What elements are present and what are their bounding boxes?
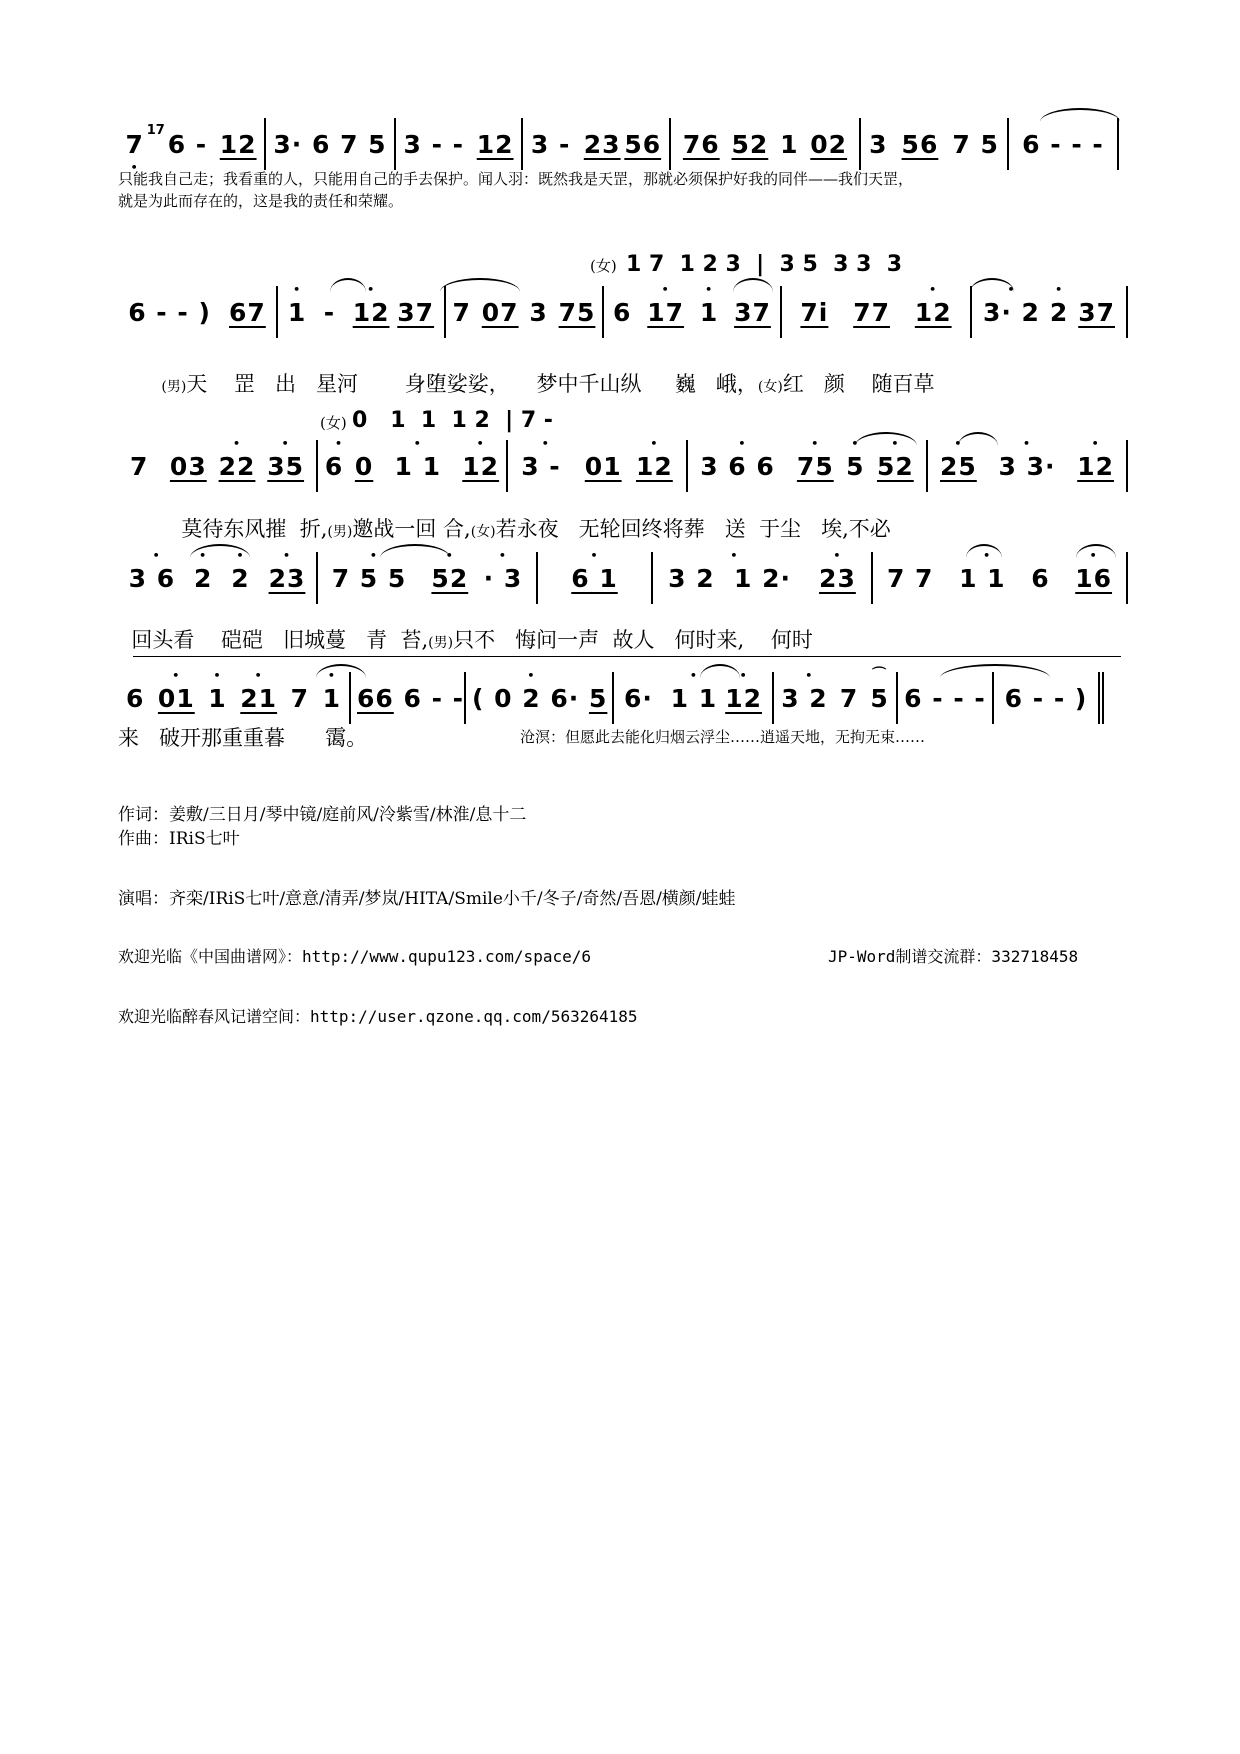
upper-voice-label: (女) xyxy=(590,257,617,275)
note: • 12 xyxy=(1077,452,1114,481)
measure xyxy=(928,440,1128,492)
note: • 3 2 xyxy=(781,684,837,713)
note: • 6 xyxy=(325,452,353,481)
note: 3 xyxy=(519,297,558,327)
note: 23 xyxy=(583,129,621,159)
tie-slur xyxy=(855,432,917,446)
note: 1 xyxy=(780,129,799,159)
note: 0 xyxy=(354,451,374,481)
measure xyxy=(523,118,671,170)
note: 37 xyxy=(1078,297,1115,327)
note: • 23 xyxy=(269,564,306,593)
measure xyxy=(118,440,318,492)
note: 75 xyxy=(558,297,596,327)
note: 6· xyxy=(540,683,589,713)
group-info: JP-Word制谱交流群：332718458 xyxy=(828,947,1079,966)
voice-label: (男) xyxy=(327,524,353,540)
tie-slur xyxy=(940,664,1050,678)
measure xyxy=(861,118,1009,170)
note: 7 xyxy=(280,683,319,713)
note: 12 xyxy=(476,129,514,159)
note: 6 - xyxy=(167,129,217,159)
measure xyxy=(351,672,466,724)
lyric-line: 来 破开那重重暮 霭。 xyxy=(118,726,368,750)
note: 7i xyxy=(800,297,829,327)
measure xyxy=(538,552,653,604)
tie-slur xyxy=(733,278,773,292)
note: • 2 xyxy=(522,684,540,713)
note: 6 - - - xyxy=(904,683,986,713)
voice-label: (男) xyxy=(428,635,454,651)
measure xyxy=(614,672,774,724)
tie-slur xyxy=(966,544,1002,558)
note: • 12 xyxy=(636,452,673,481)
note: • 1 xyxy=(323,684,341,713)
note: • 2 xyxy=(1050,298,1068,327)
note: • 3 6 xyxy=(129,564,185,593)
tie-slur xyxy=(1040,108,1120,122)
measure xyxy=(118,672,351,724)
note: 3 - - xyxy=(403,129,474,159)
lyric-text: 只不 悔问一声 故人 何时来, 何时 xyxy=(453,628,813,652)
measure xyxy=(118,118,266,170)
note: 3· 6 7 5 xyxy=(273,129,387,159)
note: 77 xyxy=(853,297,890,327)
note: • 3 3· xyxy=(989,452,1065,481)
note: 6· xyxy=(624,683,663,713)
measure xyxy=(118,286,278,338)
tie-slur xyxy=(190,544,250,558)
note: - xyxy=(314,297,345,327)
note: • 75 xyxy=(797,452,834,481)
tie-slur xyxy=(440,278,520,292)
note: • 1 1 xyxy=(375,452,460,481)
staff-row-4 xyxy=(118,552,1128,604)
note: • 3 6 6 xyxy=(700,452,784,481)
measure xyxy=(604,286,782,338)
note: • 23 xyxy=(819,564,856,593)
note: • 2 xyxy=(194,564,212,593)
note: 56 xyxy=(901,129,939,159)
note: 66 xyxy=(357,683,394,713)
tie-slur xyxy=(330,278,366,292)
note: 3 xyxy=(869,129,898,159)
measure xyxy=(653,552,873,604)
measure xyxy=(118,552,318,604)
voice-label: (男) xyxy=(161,379,187,395)
measure xyxy=(396,118,523,170)
note: 56 xyxy=(624,129,662,159)
measure xyxy=(278,286,446,338)
note: 7 7 xyxy=(886,563,944,593)
lyric-text: 邀战一回 合, xyxy=(352,517,471,541)
note: • 3 - xyxy=(521,452,570,481)
singers-credit: 演唱：齐栾/IRiS七叶/意意/清弄/梦岚/HITA/Smile小千/冬子/奇然/吾恩/横颜/蛙蛙 xyxy=(118,889,736,909)
note: • · 3 xyxy=(484,564,523,593)
measure xyxy=(688,440,928,492)
note: • 21 xyxy=(240,684,277,713)
upper-voice-notes: 0 1 1 1 2 | 7 - xyxy=(352,408,553,433)
measure xyxy=(318,552,538,604)
qzone-link[interactable]: 欢迎光临醉春风记谱空间：http://user.qzone.qq.com/563264185 xyxy=(118,1007,638,1026)
tie-slur xyxy=(970,278,1014,292)
voice-label: (女) xyxy=(757,379,783,395)
note: • 1 xyxy=(690,298,728,327)
staff-row-1 xyxy=(118,118,1128,170)
grace-note: 17 xyxy=(146,122,165,138)
lyric-text: 若永夜 无轮回终将葬 送 于尘 埃,不必 xyxy=(495,517,891,541)
note: • 22 xyxy=(219,452,256,481)
note: 6 - - - xyxy=(1022,129,1104,159)
note: 52 xyxy=(731,129,769,159)
narration-line: 沧溟：但愿此去能化归烟云浮尘……逍遥天地，无拘无束…… xyxy=(520,728,926,746)
tie-slur xyxy=(316,664,366,678)
note: 3 - xyxy=(530,129,581,159)
system-bracket-line xyxy=(133,656,1121,657)
note: 76 xyxy=(682,129,720,159)
narration-line: 只能我自己走；我看重的人，只能用自己的手去保护。闻人羽：既然我是天罡，那就必须保护好我的同伴——我们天罡， xyxy=(118,170,914,188)
lyric-line xyxy=(148,489,1158,543)
note: • 01 xyxy=(158,684,195,713)
measure xyxy=(466,672,614,724)
note: • 7 5 5 xyxy=(332,564,416,593)
measure xyxy=(873,552,1128,604)
measure xyxy=(508,440,688,492)
note: 37 xyxy=(397,297,435,327)
staff-row-2 xyxy=(118,286,1128,338)
note: ( 0 xyxy=(472,683,523,713)
measure xyxy=(446,286,604,338)
narration-line: 就是为此而存在的，这是我的责任和荣耀。 xyxy=(118,192,404,210)
note: 03 xyxy=(169,451,207,481)
site-link[interactable]: 欢迎光临《中国曲谱网》：http://www.qupu123.com/space/6 xyxy=(118,947,591,966)
note: 7 xyxy=(839,683,868,713)
note: • 2 xyxy=(222,564,260,593)
staff-row-5 xyxy=(118,666,1128,724)
lyric-text: 莫待东风摧 折, xyxy=(161,517,328,541)
lyric-text: 回头看 硙硙 旧城蔓 青 苔, xyxy=(131,628,429,652)
note: 12 xyxy=(219,129,257,159)
note: • 52 xyxy=(877,452,914,481)
measure xyxy=(972,286,1128,338)
measure xyxy=(318,440,508,492)
note: 07 xyxy=(481,297,519,327)
note: • 5 xyxy=(846,452,864,481)
note: • 1 xyxy=(199,684,237,713)
note: • 12 xyxy=(915,298,952,327)
note: 5 xyxy=(588,683,608,713)
lyricist-credit: 作词：姜敷/三日月/琴中镜/庭前风/泠紫雪/林淮/息十二 xyxy=(118,805,527,825)
note: 7 xyxy=(452,297,481,327)
note: 6 - - xyxy=(393,683,465,713)
measure xyxy=(671,118,861,170)
note: • 25 xyxy=(940,452,977,481)
note: • 1 1 xyxy=(671,684,718,713)
measure xyxy=(1009,118,1119,170)
note: 6 xyxy=(125,683,155,713)
tie-slur xyxy=(958,432,998,446)
note: • 16 xyxy=(1075,564,1112,593)
note: • 6 1 xyxy=(571,564,618,593)
upper-voice-notes: 1 7 1 2 3 | 3 5 3 3 3 xyxy=(626,252,902,277)
voice-label: (女) xyxy=(470,524,496,540)
measure xyxy=(898,672,994,724)
note: • 3 2 1 2· xyxy=(668,564,801,593)
note: 6 - - ) xyxy=(1004,683,1088,713)
lyric-line xyxy=(148,344,1158,398)
measure xyxy=(782,286,972,338)
note: 67 xyxy=(229,297,266,327)
fermata-icon: ⌒ xyxy=(872,666,888,683)
upper-voice-label: (女) xyxy=(320,414,347,432)
note: 6 - - ) xyxy=(128,297,221,327)
note: 7 5 xyxy=(942,129,999,159)
note: 7 xyxy=(129,451,159,481)
note: • 1 xyxy=(288,298,306,327)
staff-row-3 xyxy=(118,440,1128,492)
tie-slur xyxy=(380,544,450,558)
lyric-text: 天 罡 出 星河 身堕娑娑， 梦中千山纵 巍 峨， xyxy=(186,372,758,396)
note: • 12 xyxy=(725,684,762,713)
note: • 12 xyxy=(353,298,390,327)
measure xyxy=(774,666,898,724)
lyric-line xyxy=(118,600,1128,654)
note: 02 xyxy=(810,129,848,159)
note: 5 ⌒ xyxy=(870,684,888,713)
note: 7 • xyxy=(125,130,143,159)
note: • 1 1 xyxy=(959,564,1015,593)
note: • 12 xyxy=(462,452,499,481)
note: 01 xyxy=(584,451,622,481)
measure xyxy=(994,672,1104,724)
note: • 17 xyxy=(647,298,684,327)
note: • 52 xyxy=(431,564,468,593)
note: • 35 xyxy=(267,452,304,481)
lyric-text: 红 颜 随百草 xyxy=(782,372,935,396)
note: 6 xyxy=(1031,563,1060,593)
note: 6 xyxy=(613,297,642,327)
tie-slur xyxy=(1076,544,1116,558)
note: 37 xyxy=(734,297,771,327)
composer-credit: 作曲：IRiS七叶 xyxy=(118,829,240,849)
measure xyxy=(266,118,396,170)
tie-slur xyxy=(700,664,740,678)
note: • 3· 2 xyxy=(983,298,1040,327)
